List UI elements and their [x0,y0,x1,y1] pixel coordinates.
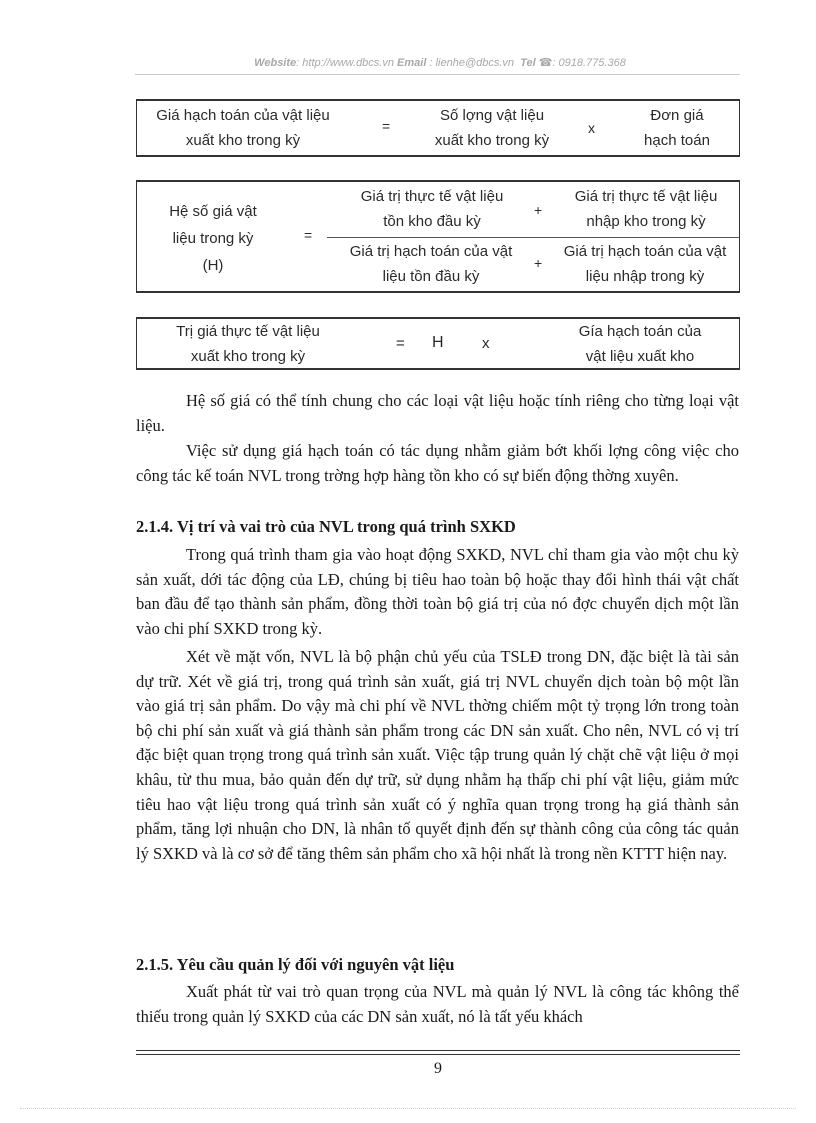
paragraph-2: Việc sử dụng giá hạch toán có tác dụng nhằm giảm bớt khối lợng công việc cho công tác kế toán NVL trong trờng hợp hàng tồn kho có sự biến động thờng xuyên. [136,441,739,485]
formula2-den-a: Giá trị hạch toán của vật liệu tồn đầu kỳ [349,243,513,285]
paragraph-4: Xét về mặt vốn, NVL là bộ phận chủ yếu của TSLĐ trong DN, đặc biệt là tài sản dự trữ. Xét về giá trị, trong quá trình sản xuất, giá trị NVL chuyển dịch toàn bộ một lần vào giá trị sản phẩm. Do vậy mà chi phí về NVL thờng chiếm một tỷ trọng lớn trong toàn bộ chi phí sản xuất và giá thành sản phẩm trong các DN sản xuất. Cho nên, NVL có vị trí đặc biệt quan trọng trong quá trình sản xuất. Việc tập trung quản lý chặt chẽ vật liệu ở mọi khâu, từ thu mua, bảo quản đến dự trữ, sử dụng nhằm hạ thấp chi phí vật liệu, giảm mức tiêu hao vật liệu trong quá trình sản xuất có ý nghĩa quan trọng trong hạ giá thành sản phẩm, tăng lợi nhuận cho DN, là nhân tố quyết định đến sự thành công của công tác quản lý SXKD và là cơ sở để tăng thêm sản phẩm cho xã hội nhất là trong nền KTTT hiện nay. [136,647,739,863]
footer-rule-bottom [136,1054,740,1055]
email-label: Email [397,57,427,69]
formula1-equals: = [382,118,391,134]
formula2-num-b: Giá trị thực tế vật liệu nhập kho trong kỳ [574,188,718,230]
formula2-left: Hệ số giá vật liệu trong kỳ (H) [169,203,257,274]
formula2-equals: = [304,227,313,243]
formula1-middle: Số lợng vật liệu xuất kho trong kỳ [434,107,550,149]
formula2-num-a: Giá trị thực tế vật liệu tồn kho đầu kỳ [360,188,504,230]
footer-rule-top [136,1050,740,1051]
header-rule [135,74,740,75]
formula2-num-plus: + [534,202,543,218]
website-value: : http://www.dbcs.vn [296,57,394,69]
paragraph-5: Xuất phát từ vai trò quan trọng của NVL mà quản lý NVL là công tác không thể thiếu trong quản lý SXKD của các DN sản xuất, nó là tất yếu khách [136,982,739,1026]
paragraph-1: Hệ số giá có thể tính chung cho các loại vật liệu hoặc tính riêng cho từng loại vật liệu. [136,391,739,435]
formula1-left: Giá hạch toán của vật liệu xuất kho trong kỳ [156,107,330,149]
tel-label: Tel [520,57,536,69]
page-edge-dots [20,1108,796,1109]
formula-box-3 [136,317,740,370]
formula2-den-b: Giá trị hạch toán của vật liệu nhập trong kỳ [563,243,727,285]
heading-2-1-4: 2.1.4. Vị trí và vai trò của NVL trong quá trình SXKD [136,517,516,536]
formula3-equals: = [396,335,405,352]
tel-value: : 0918.775.368 [552,57,626,69]
formula3-left: Trị giá thực tế vật liệu xuất kho trong kỳ [176,323,320,365]
fraction-bar [327,237,739,238]
formula1-right: Đơn giá hạch toán [644,107,710,149]
formula2-den-plus: + [534,255,543,271]
website-label: Website [254,57,297,69]
email-value: : lienhe@dbcs.vn [429,57,515,69]
page-number: 9 [434,1060,442,1077]
formula3-times: x [482,335,490,352]
formula3-h: H [432,334,444,351]
heading-2-1-5: 2.1.5. Yêu cầu quản lý đối với nguyên vật liệu [136,955,455,974]
page-header [200,56,680,69]
paragraph-3: Trong quá trình tham gia vào hoạt động SXKD, NVL chỉ tham gia vào một chu kỳ sản xuất, dới tác động của LĐ, chúng bị tiêu hao toàn bộ hoặc thay đổi hình thái vật chất ban đầu để tạo thành sản phẩm, đồng thời toàn bộ giá trị của nó đợc chuyển dịch một lần vào chi phí SXKD trong kỳ. [136,545,739,638]
formula1-times: x [588,120,595,136]
formula-box-1 [136,99,740,157]
phone-icon: ☎ [538,57,553,69]
formula-box-2 [136,180,740,293]
formula3-right: Gía hạch toán của vật liệu xuất kho [578,323,702,365]
